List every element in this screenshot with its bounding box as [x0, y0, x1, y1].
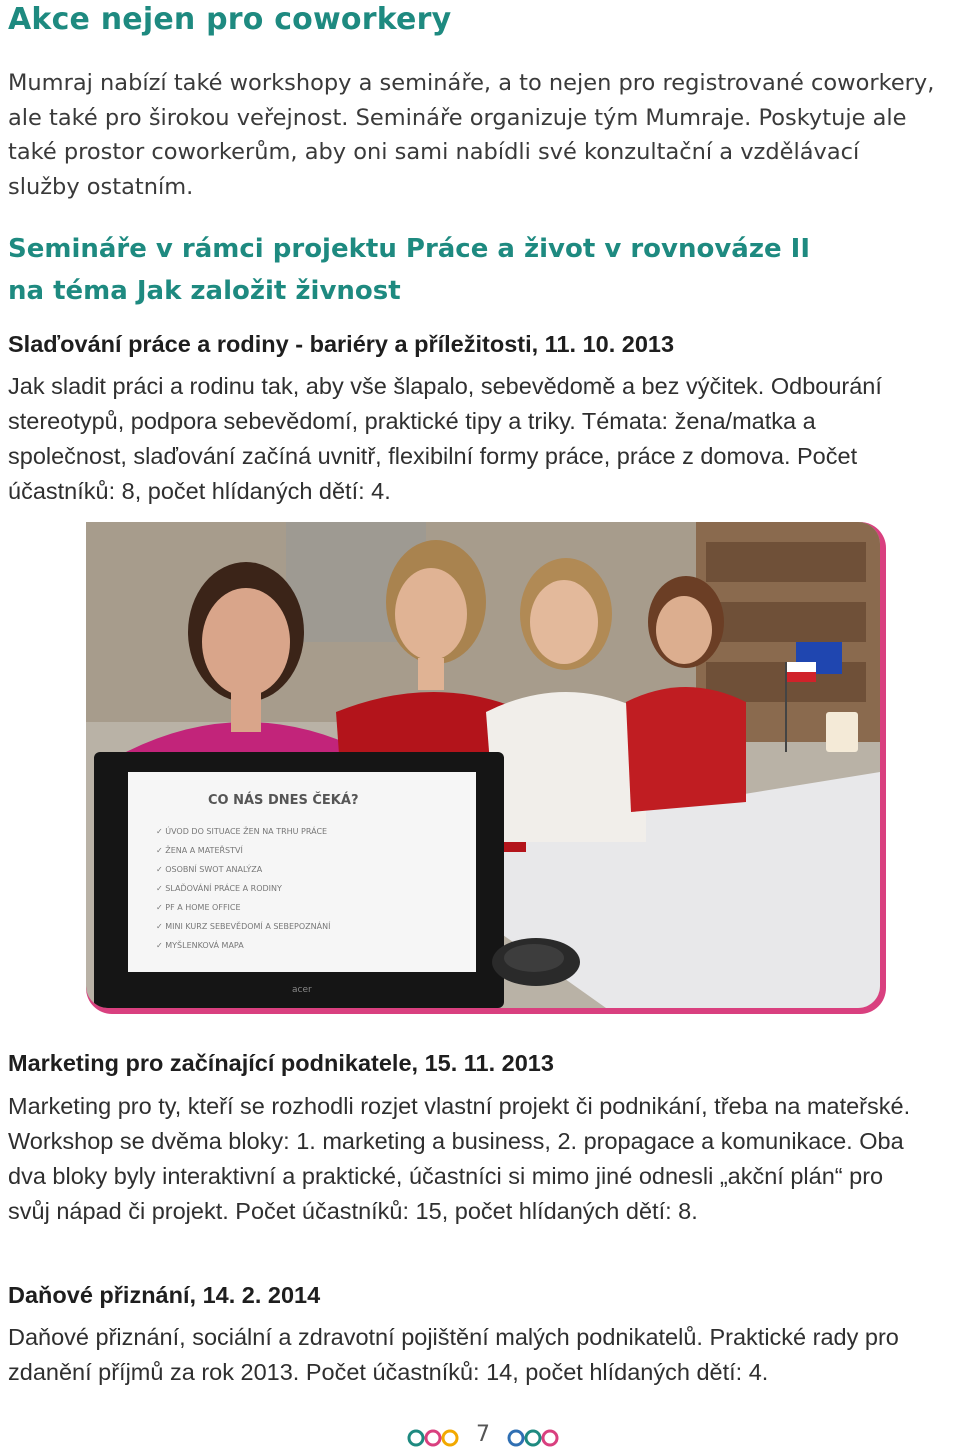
footer-dots-right: [509, 1431, 557, 1445]
screen-item: ✓ MYŠLENKOVÁ MAPA: [156, 941, 244, 950]
photo-frame: [86, 522, 886, 1014]
screen-item: ✓ ÚVOD DO SITUACE ŽEN NA TRHU PRÁCE: [156, 827, 328, 836]
seminar-photo: [86, 522, 880, 1008]
event-1-text: Jak sladit práci a rodinu tak, aby vše šlapalo, sebevědomě a bez výčitek. Odbourání stereotypů, podpora sebevědomí, praktické tipy a triky. Témata: žena/matka a společnost, slaďování začíná uvnitř, flexibilní formy práce, práce z domova. Počet účastníků: 8, počet hlídaných dětí: 4.: [8, 373, 882, 504]
screen-title: CO NÁS DNES ČEKÁ?: [208, 793, 359, 808]
intro-paragraph: Mumraj nabízí také workshopy a semináře, a to nejen pro registrované coworkery, ale také pro širokou veřejnost. Semináře organizuje tým Mumraje. Poskytuje ale také prostor coworkerům, aby oni sami nabídli své konzultační a vzdělávací služby ostatním.: [8, 70, 935, 200]
screen-item: ✓ SLAĎOVÁNÍ PRÁCE A RODINY: [156, 884, 282, 893]
seminar-photo-illustration: [86, 522, 880, 1008]
screen-item: ✓ ŽENA A MATEŘSTVÍ: [156, 846, 243, 855]
screen-item: ✓ OSOBNÍ SWOT ANALÝZA: [156, 865, 263, 874]
event-3-title: Daňové přiznání, 14. 2. 2014: [8, 1282, 321, 1308]
section-subheading: [8, 228, 938, 312]
screen-item: ✓ PF A HOME OFFICE: [156, 903, 241, 912]
event-2-text: Marketing pro ty, kteří se rozhodli rozjet vlastní projekt či podnikání, třeba na mateřské. Workshop se dvěma bloky: 1. marketing a business, 2. propagace a komunikace. Oba dva bloky byly interaktivní a praktické, účastníci si mimo jiné odnesli „akční plán“ pro svůj nápad či projekt. Počet účastníků: 15, počet hlídaných dětí: 8.: [8, 1093, 911, 1224]
page-title: Akce nejen pro coworkery: [8, 2, 452, 37]
subheading-line-1: Semináře v rámci projektu Práce a život v rovnováze II: [8, 234, 811, 264]
monitor-brand: acer: [292, 985, 312, 995]
event-3-text: Daňové přiznání, sociální a zdravotní pojištění malých podnikatelů. Praktické rady pro zdanění příjmů za rok 2013. Počet účastníků: 14, počet hlídaných dětí: 4.: [8, 1324, 899, 1385]
event-1-title: Slaďování práce a rodiny - bariéry a příležitosti, 11. 10. 2013: [8, 331, 675, 357]
subheading-line-2: na téma Jak založit živnost: [8, 276, 401, 306]
page-number: 7: [476, 1422, 490, 1447]
footer-dots-left: [409, 1431, 457, 1445]
screen-item: ✓ MINI KURZ SEBEVĚDOMÍ A SEBEPOZNÁNÍ: [156, 922, 331, 931]
event-2-title: Marketing pro začínající podnikatele, 15. 11. 2013: [8, 1050, 554, 1076]
